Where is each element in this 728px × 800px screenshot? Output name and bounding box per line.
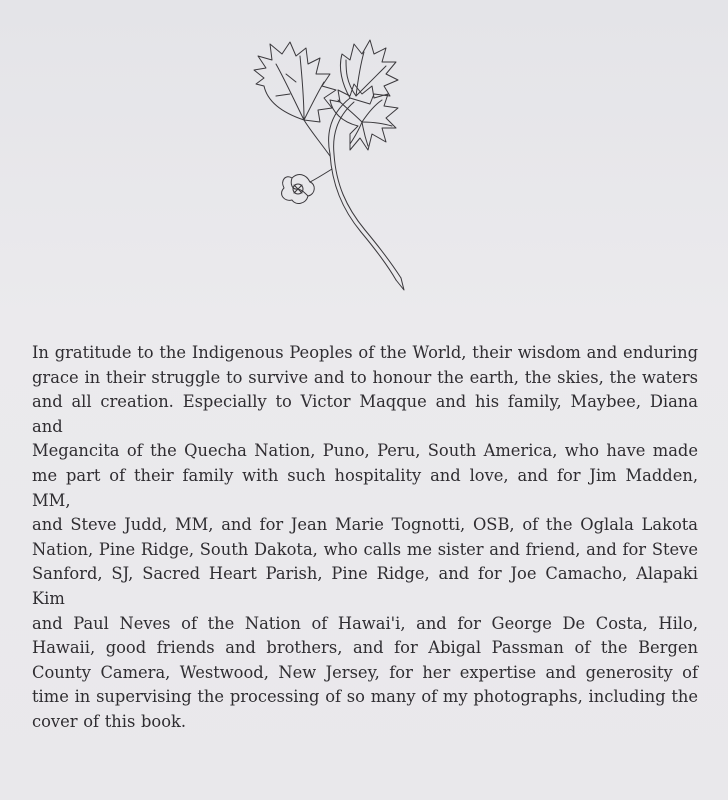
dedication-line: Hawaii, good friends and brothers, and for Abigal Passman of the Bergen (32, 638, 698, 658)
dedication-line: Megancita of the Quecha Nation, Puno, Peru, South America, who have made (32, 441, 698, 461)
botanical-illustration (246, 34, 416, 296)
plant-sprig-icon (246, 34, 416, 296)
dedication-line: In gratitude to the Indigenous Peoples of the World, their wisdom and enduring (32, 343, 698, 362)
dedication-line: grace in their struggle to survive and to honour the earth, the skies, the waters (32, 367, 698, 387)
dedication-line: and Steve Judd, MM, and for Jean Marie Tognotti, OSB, of the Oglala Lakota (32, 515, 698, 535)
dedication-line: time in supervising the processing of so many of my photographs, including the (32, 687, 698, 707)
dedication-line: me part of their family with such hospitality and love, and for Jim Madden, MM, (32, 465, 698, 510)
dedication-line: and Paul Neves of the Nation of Hawai'i, and for George De Costa, Hilo, (32, 613, 698, 633)
dedication-line: Nation, Pine Ridge, South Dakota, who calls me sister and friend, and for Steve (32, 539, 698, 559)
dedication-line: County Camera, Westwood, New Jersey, for her expertise and generosity of (32, 662, 698, 682)
dedication-line: Sanford, SJ, Sacred Heart Parish, Pine Ridge, and for Joe Camacho, Alapaki Kim (32, 564, 698, 608)
dedication-text (32, 341, 698, 735)
dedication-line: cover of this book. (32, 711, 187, 731)
dedication-line: and all creation. Especially to Victor Maqque and his family, Maybee, Diana and (32, 392, 698, 436)
